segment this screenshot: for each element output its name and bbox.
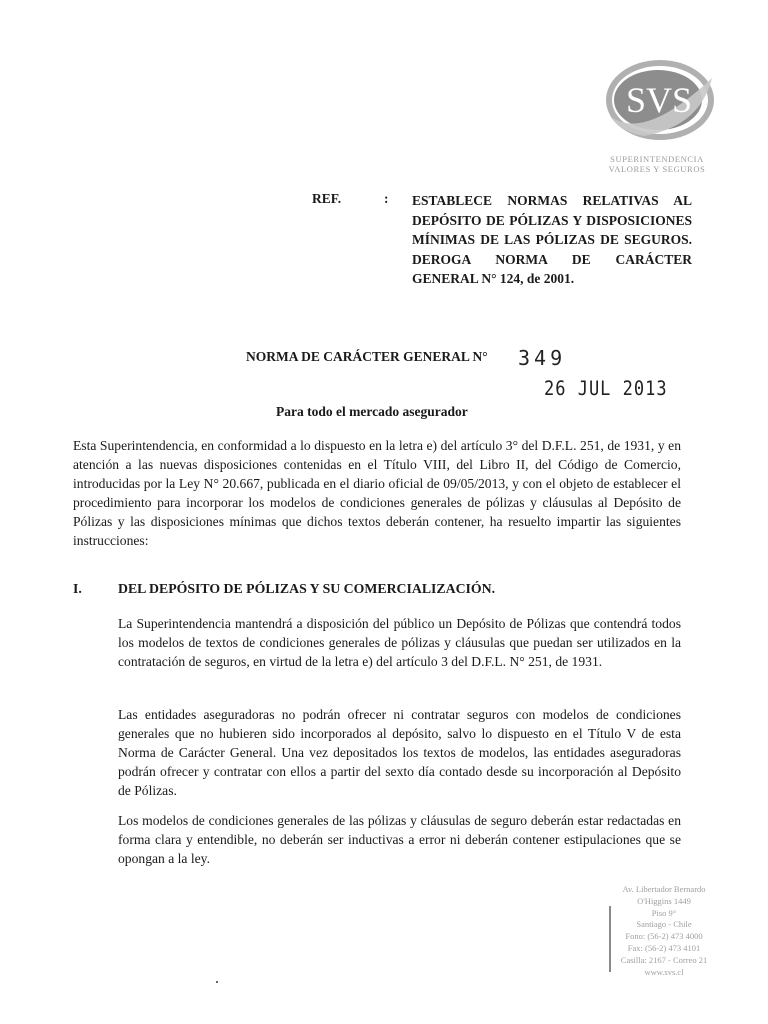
- section-paragraph: Los modelos de condiciones generales de las pólizas y cláusulas de seguro deberán estar redactadas en forma clara y entendible, no deberán ser inductivas a error ni deberán contener estipulaciones que se opongan a la ley.: [118, 813, 681, 866]
- intro-paragraph: Esta Superintendencia, en conformidad a lo dispuesto en la letra e) del artículo 3° del D.F.L. 251, de 1931, y en atención a las nuevas disposiciones contenidas en el Título VIII, del Libro II, del Código de Comercio, introducidas por la Ley N° 20.667, publicada en el diario oficial de 09/05/2013, y con el objeto de establecer el procedimiento para incorporar los modelos de condiciones generales de pólizas y cláusulas al Depósito de Pólizas y las disposiciones mínimas que dichos textos deberán contener, ha resuelto impartir las siguientes instrucciones:: [73, 438, 681, 548]
- address-divider: [609, 906, 611, 972]
- ref-subject: ESTABLECE NORMAS RELATIVAS AL DEPÓSITO DE PÓLIZAS Y DISPOSICIONES MÍNIMAS DE LAS PÓLIZAS DE SEGUROS. DEROGA NORMA DE CARÁCTER GENERAL N° 124, de 2001.: [412, 193, 692, 287]
- date-stamp: 26 JUL 2013: [544, 377, 668, 401]
- ref-colon: :: [384, 191, 389, 206]
- logo-text: SVS: [625, 80, 693, 120]
- norma-title: NORMA DE CARÁCTER GENERAL N°: [246, 349, 488, 364]
- address-line: O'Higgins 1449: [637, 895, 691, 906]
- address-line: Piso 9°: [651, 907, 677, 918]
- scan-mark: [216, 981, 218, 983]
- address-line: www.svs.cl: [644, 966, 684, 977]
- section-paragraph: Las entidades aseguradoras no podrán ofrecer ni contratar seguros con modelos de condiciones generales que no hubieren sido incorporados al depósito, salvo lo dispuesto en el Título V de esta Norma de Carácter General. Una vez depositados los textos de modelos, las entidades aseguradoras podrán ofrecer y contratar con ellos a partir del sexto día contado desde su incorporación al Depósito de Pólizas.: [118, 707, 681, 798]
- address-line: Fax: (56-2) 473 4101: [627, 942, 701, 953]
- section-title: DEL DEPÓSITO DE PÓLIZAS Y SU COMERCIALIZACIÓN.: [118, 581, 496, 596]
- address-line: Fono: (56-2) 473 4000: [625, 931, 703, 942]
- address-block: [612, 884, 716, 978]
- section-paragraph: La Superintendencia mantendrá a disposición del público un Depósito de Pólizas que contendrá todos los modelos de textos de condiciones generales de pólizas y cláusulas que puedan ser utilizados en la contratación de seguros, en virtud de la letra e) del artículo 3 del D.F.L. N° 251, de 1931.: [118, 616, 681, 669]
- logo-subtitle: [598, 154, 716, 174]
- address-line: Casilla: 2167 - Correo 21: [620, 954, 708, 965]
- svs-logo: [604, 56, 716, 146]
- logo-subtitle-line: VALORES Y SEGUROS: [608, 164, 706, 174]
- address-line: Av. Libertador Bernardo: [622, 884, 706, 894]
- address-line: Santiago - Chile: [636, 919, 692, 930]
- ref-label: REF.: [312, 191, 342, 206]
- svs-logo-emblem: [604, 56, 716, 146]
- norma-number-stamp: 349: [518, 346, 567, 370]
- audience-line: Para todo el mercado asegurador: [276, 404, 468, 419]
- section-number: I.: [73, 581, 82, 596]
- logo-subtitle-line: SUPERINTENDENCIA: [610, 154, 704, 164]
